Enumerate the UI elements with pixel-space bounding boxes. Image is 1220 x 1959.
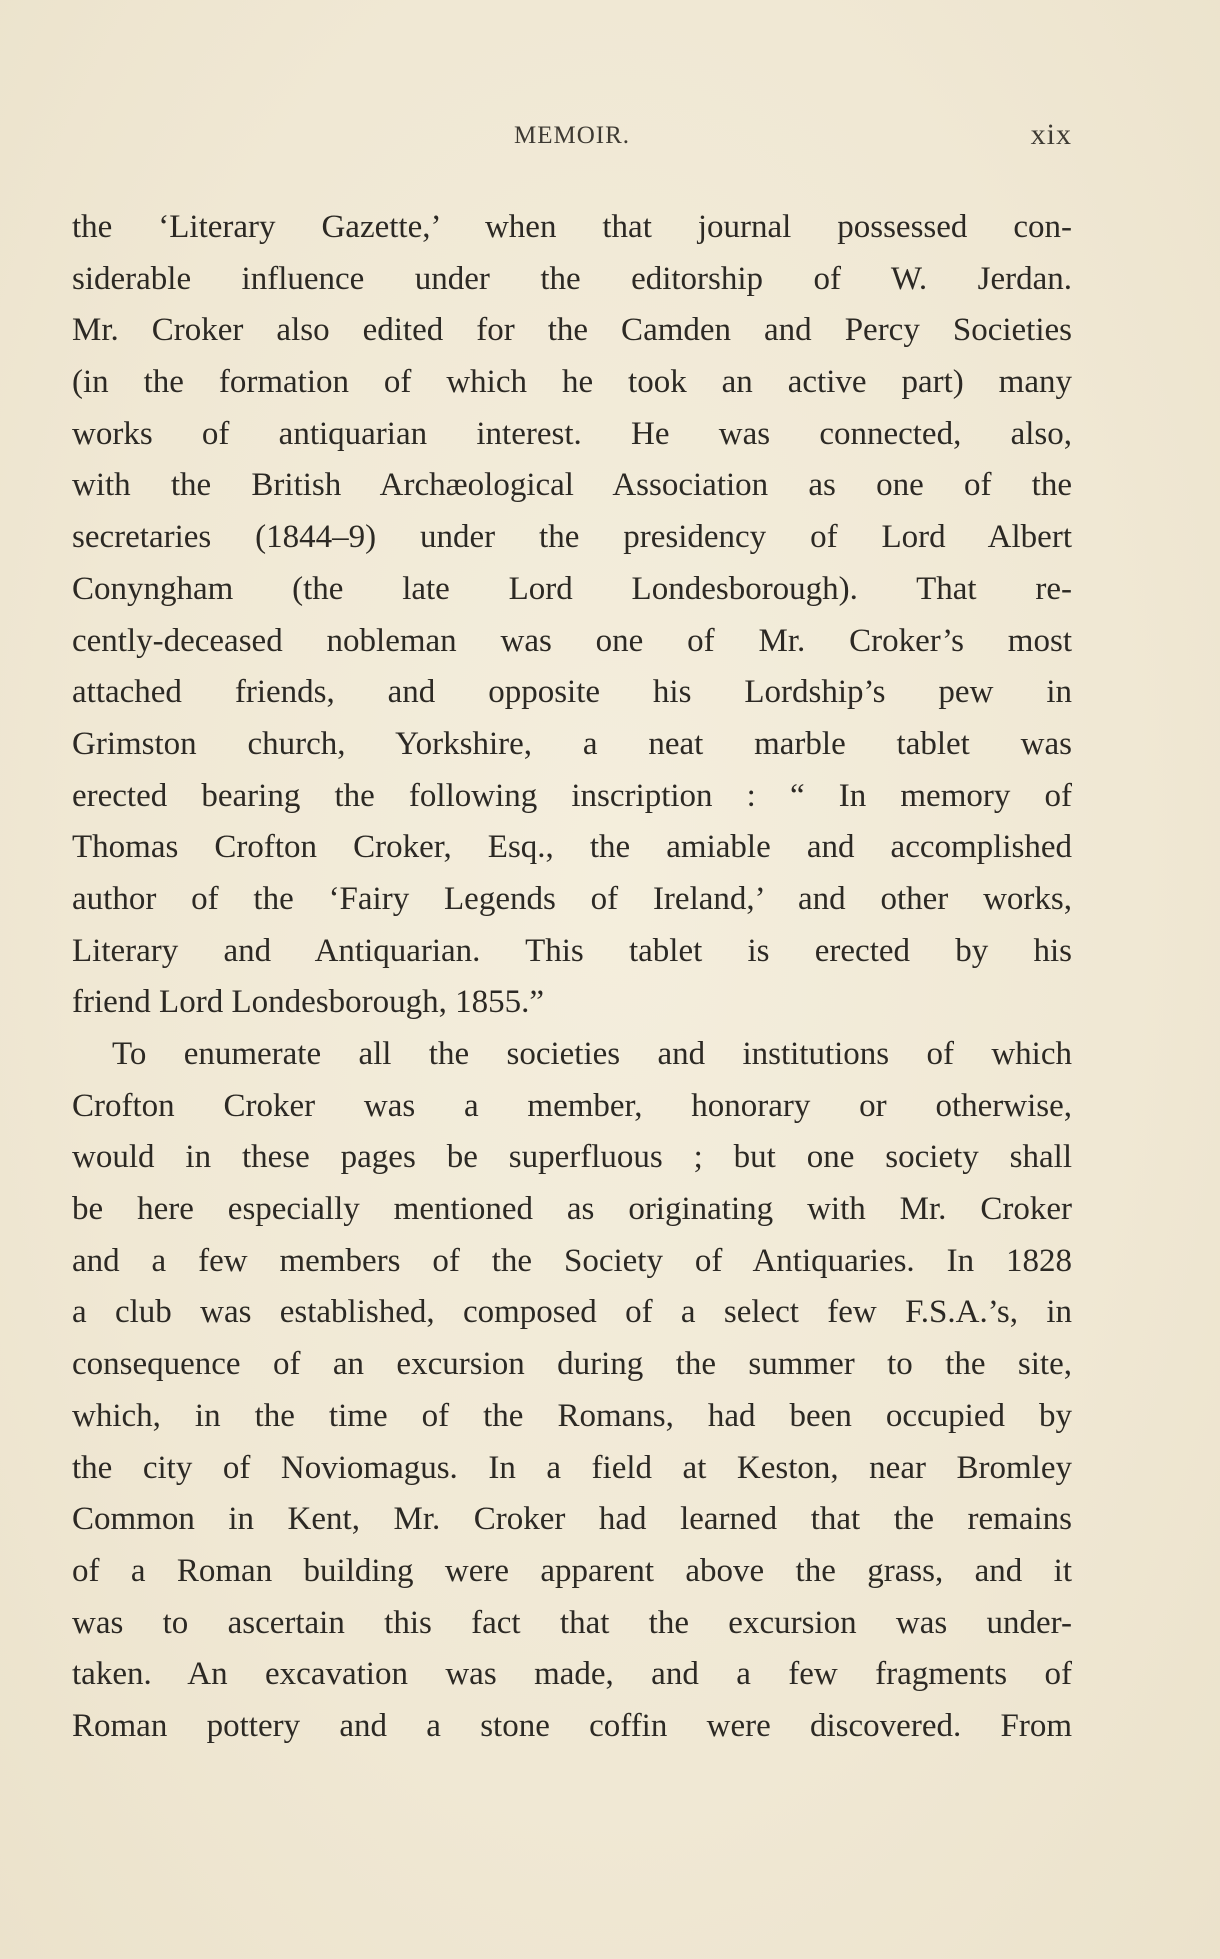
text-line: attached friends, and opposite his Lordship’s pew in	[72, 674, 1072, 711]
running-title: MEMOIR.	[513, 122, 631, 149]
text-line: Conyngham (the late Lord Londesborough). That re-	[72, 570, 1072, 607]
text-line: be here especially mentioned as originating with Mr. Croker	[72, 1191, 1072, 1228]
text-line: author of the ‘Fairy Legends of Ireland,’ and other works,	[72, 880, 1072, 917]
text-line: which, in the time of the Romans, had been occupied by	[72, 1397, 1072, 1434]
text-line: erected bearing the following inscription : “ In memory of	[72, 777, 1072, 814]
body-text	[72, 202, 1072, 1753]
text-line: taken. An excavation was made, and a few fragments of	[72, 1656, 1072, 1693]
text-line: of a Roman building were apparent above the grass, and it	[72, 1552, 1072, 1589]
text-line: To enumerate all the societies and institutions of which	[112, 1036, 1072, 1072]
text-line: friend Lord Londesborough, 1855.”	[72, 984, 544, 1021]
text-line: Roman pottery and a stone coffin were discovered. From	[72, 1707, 1072, 1744]
page-header	[72, 118, 1072, 162]
text-line: Grimston church, Yorkshire, a neat marble tablet was	[72, 725, 1072, 762]
text-line: Literary and Antiquarian. This tablet is erected by his	[72, 932, 1072, 969]
text-line: siderable influence under the editorship of W. Jerdan.	[72, 260, 1072, 297]
page-number: xix	[1030, 118, 1072, 151]
text-line: a club was established, composed of a select few F.S.A.’s, in	[72, 1294, 1072, 1331]
text-line: and a few members of the Society of Antiquaries. In 1828	[72, 1242, 1072, 1279]
text-line: Thomas Crofton Croker, Esq., the amiable and accomplished	[72, 829, 1072, 866]
text-line: (in the formation of which he took an active part) many	[72, 364, 1072, 401]
text-line: the ‘Literary Gazette,’ when that journal possessed con-	[72, 209, 1072, 245]
text-line: Mr. Croker also edited for the Camden and Percy Societies	[72, 312, 1072, 349]
text-line: was to ascertain this fact that the excursion was under-	[72, 1604, 1072, 1641]
text-line: the city of Noviomagus. In a field at Keston, near Bromley	[72, 1449, 1072, 1486]
text-line: secretaries (1844–9) under the presidency of Lord Albert	[72, 519, 1072, 556]
text-line: would in these pages be superfluous ; but one society shall	[72, 1139, 1072, 1176]
text-line: works of antiquarian interest. He was connected, also,	[72, 415, 1072, 452]
text-line: Common in Kent, Mr. Croker had learned that the remains	[72, 1501, 1072, 1538]
text-line: Crofton Croker was a member, honorary or otherwise,	[72, 1087, 1072, 1124]
text-line: with the British Archæological Association as one of the	[72, 467, 1072, 504]
text-line: consequence of an excursion during the summer to the site,	[72, 1346, 1072, 1383]
text-line: cently-deceased nobleman was one of Mr. Croker’s most	[72, 622, 1072, 659]
